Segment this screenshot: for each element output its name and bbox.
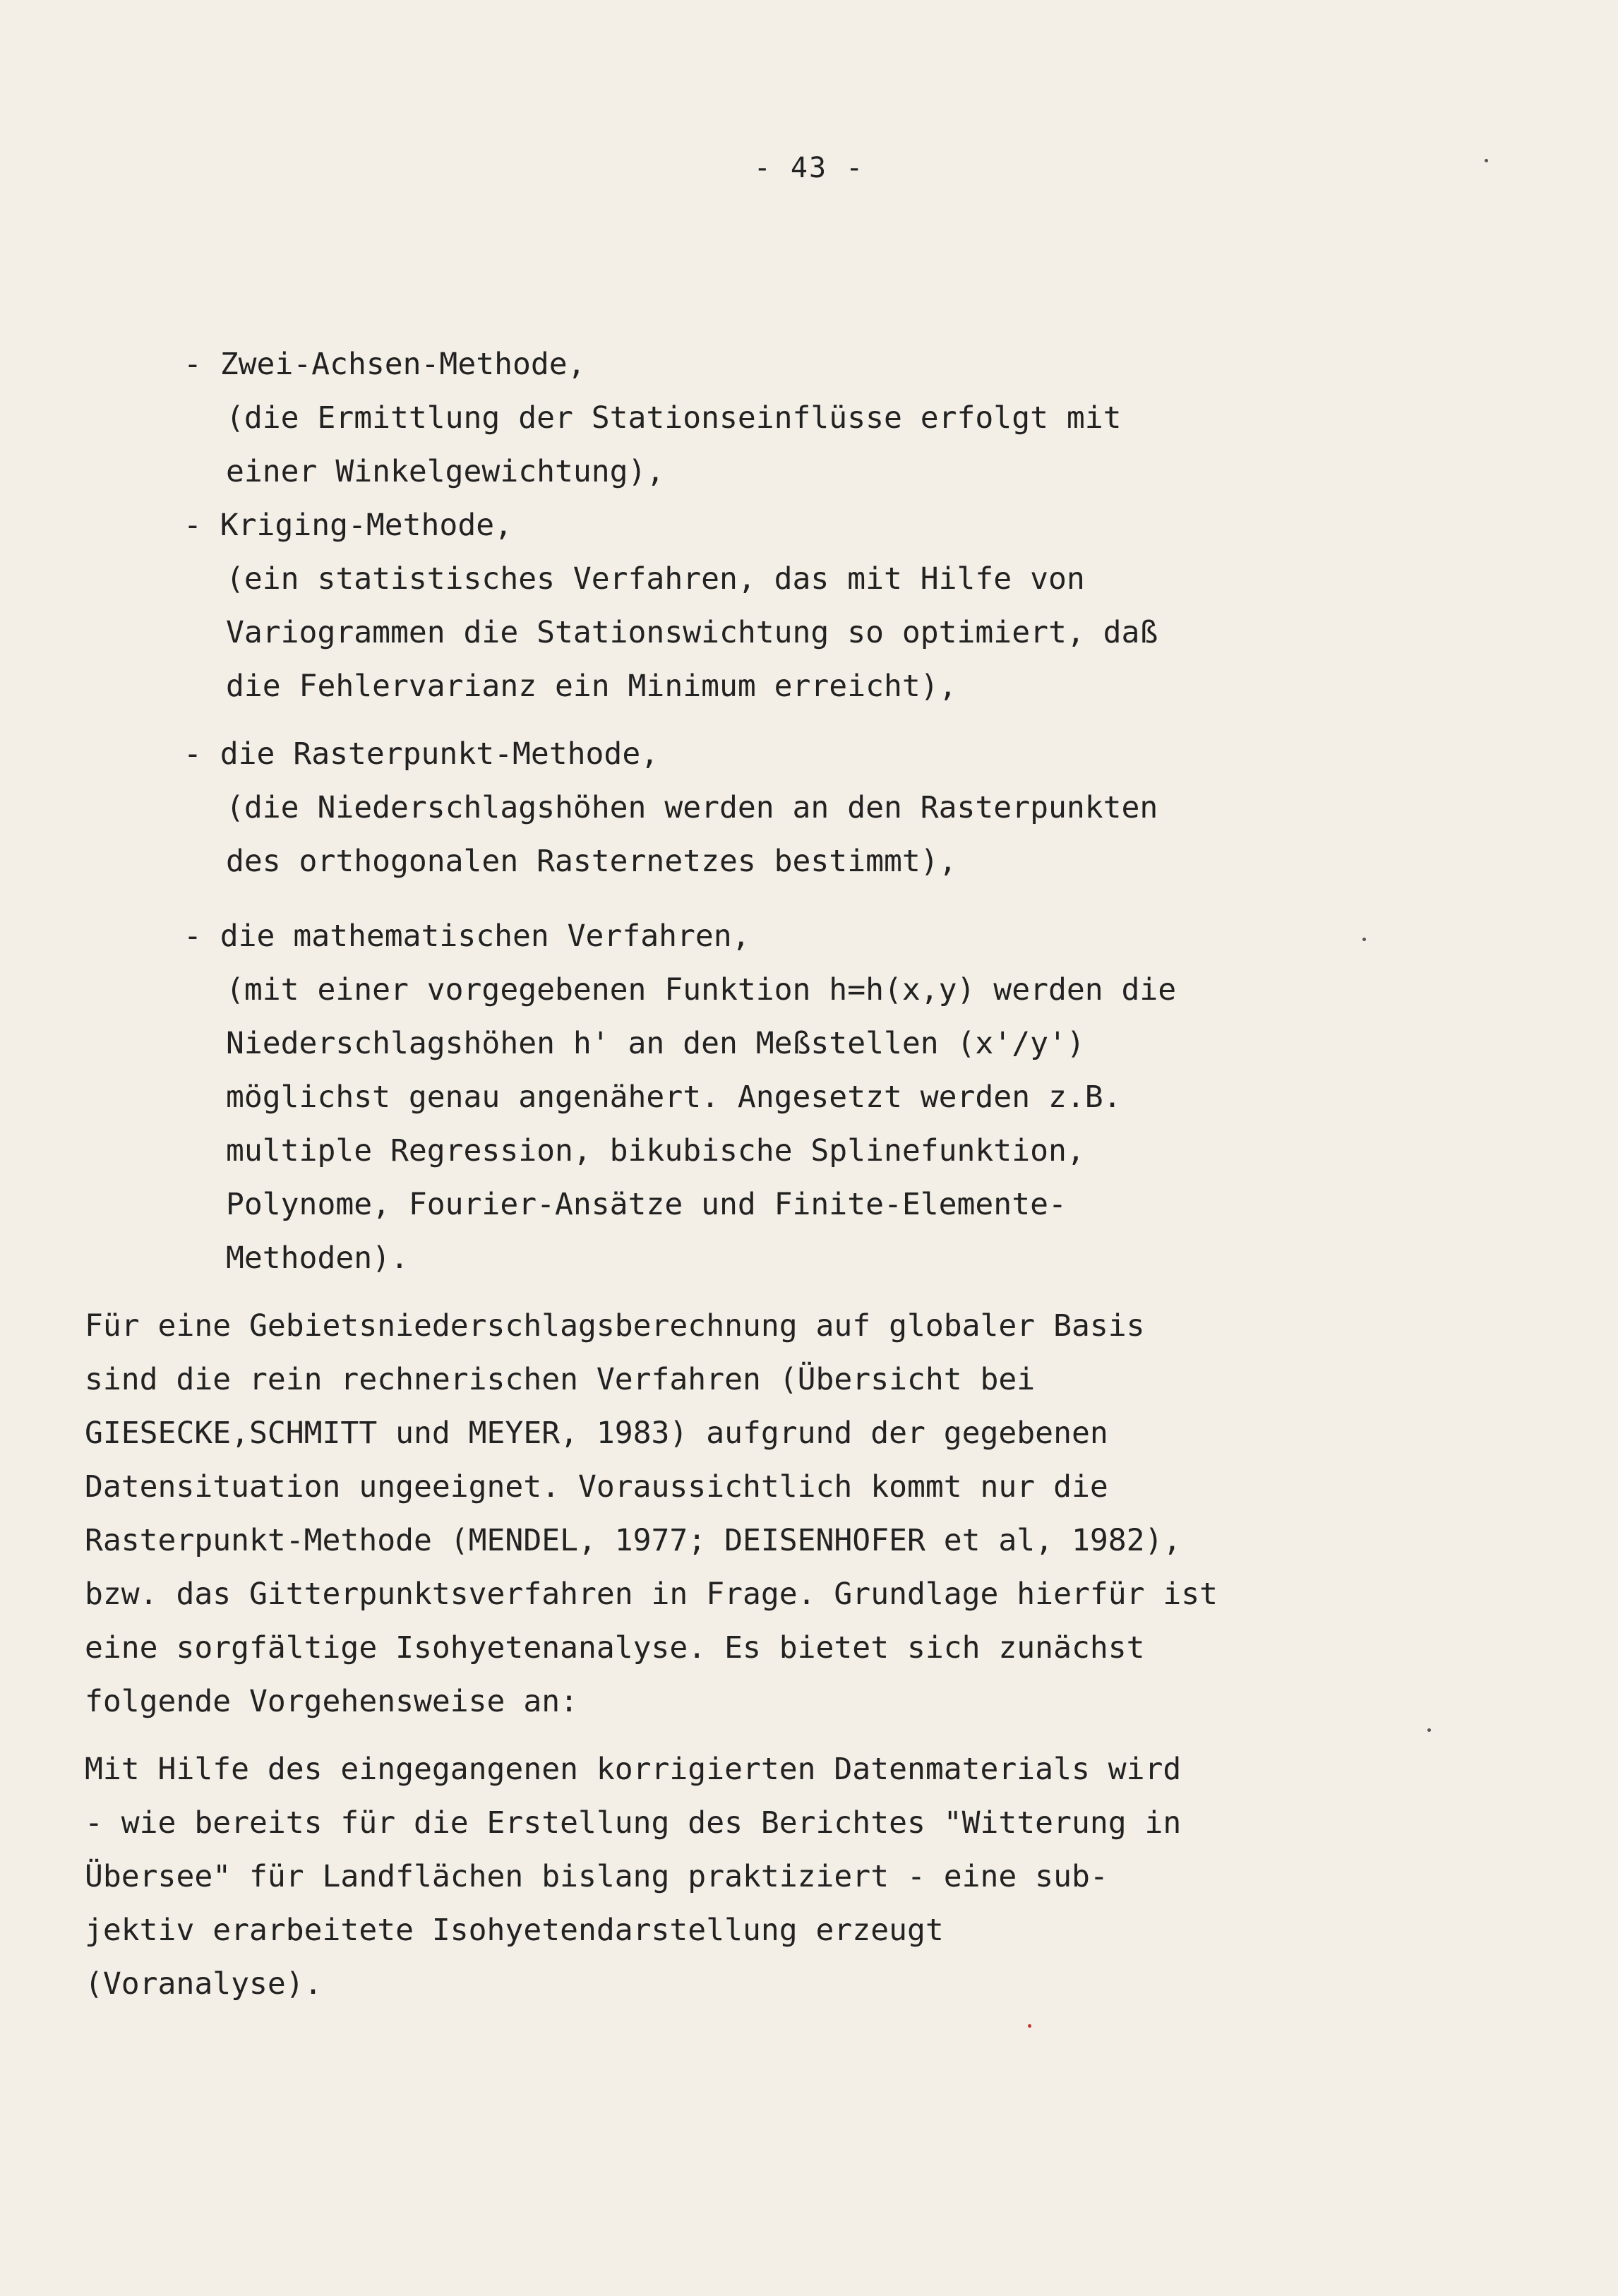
scan-speck bbox=[1427, 1728, 1431, 1732]
paragraph-line: (Voranalyse). bbox=[85, 1966, 323, 2002]
list-item-heading: - Kriging-Methode, bbox=[184, 508, 513, 543]
list-item-text: (mit einer vorgegebenen Funktion h=h(x,y) werden die bbox=[226, 972, 1177, 1008]
paragraph-line: Übersee" für Landflächen bislang praktiziert - eine sub- bbox=[85, 1859, 1108, 1894]
paragraph-line: eine sorgfältige Isohyetenanalyse. Es bietet sich zunächst bbox=[85, 1630, 1145, 1666]
list-item-text: Variogrammen die Stationswichtung so optimiert, daß bbox=[226, 615, 1158, 650]
list-item-text: Methoden). bbox=[226, 1240, 409, 1276]
list-item bbox=[85, 727, 1539, 888]
list-item-text: multiple Regression, bikubische Splinefunktion, bbox=[226, 1133, 1085, 1168]
page-number: - 43 - bbox=[753, 152, 865, 184]
paragraph-line: GIESECKE,SCHMITT und MEYER, 1983) aufgrund der gegebenen bbox=[85, 1416, 1108, 1451]
list-item-text: möglichst genau angenähert. Angesetzt werden z.B. bbox=[226, 1080, 1122, 1115]
scan-speck bbox=[1485, 159, 1488, 162]
list-item-text: des orthogonalen Rasternetzes bestimmt), bbox=[226, 844, 957, 879]
body-paragraph bbox=[85, 1299, 1539, 1728]
list-item-text: (die Ermittlung der Stationseinflüsse erfolgt mit bbox=[226, 400, 1122, 436]
body-paragraph bbox=[85, 1742, 1539, 2011]
list-item-text: die Fehlervarianz ein Minimum erreicht), bbox=[226, 669, 957, 704]
list-item-text: einer Winkelgewichtung), bbox=[226, 454, 665, 489]
list-item-heading: - die Rasterpunkt-Methode, bbox=[184, 736, 659, 772]
paragraph-line: folgende Vorgehensweise an: bbox=[85, 1684, 578, 1719]
paragraph-line: Mit Hilfe des eingegangenen korrigierten Datenmaterials wird bbox=[85, 1752, 1182, 1787]
list-item bbox=[85, 498, 1539, 713]
list-item bbox=[85, 337, 1539, 498]
list-item bbox=[85, 909, 1539, 1285]
paragraph-line: Für eine Gebietsniederschlagsberechnung auf globaler Basis bbox=[85, 1308, 1145, 1344]
list-item-text: Niederschlagshöhen h' an den Meßstellen (x'/y') bbox=[226, 1026, 1085, 1061]
paragraph-line: bzw. das Gitterpunktsverfahren in Frage. Grundlage hierfür ist bbox=[85, 1577, 1218, 1612]
paragraph-line: - wie bereits für die Erstellung des Berichtes "Witterung in bbox=[85, 1805, 1182, 1841]
list-item-text: Polynome, Fourier-Ansätze und Finite-Elemente- bbox=[226, 1187, 1067, 1222]
scan-speck bbox=[1028, 2024, 1031, 2028]
list-item-heading: - die mathematischen Verfahren, bbox=[184, 919, 750, 954]
paragraph-line: Rasterpunkt-Methode (MENDEL, 1977; DEISENHOFER et al, 1982), bbox=[85, 1523, 1182, 1558]
paragraph-line: jektiv erarbeitete Isohyetendarstellung erzeugt bbox=[85, 1913, 944, 1948]
scan-speck bbox=[1362, 938, 1366, 941]
list-item-heading: - Zwei-Achsen-Methode, bbox=[184, 347, 586, 382]
list-item-text: (die Niederschlagshöhen werden an den Rasterpunkten bbox=[226, 790, 1158, 825]
page-content bbox=[85, 337, 1539, 2011]
paragraph-line: Datensituation ungeeignet. Voraussichtlich kommt nur die bbox=[85, 1469, 1108, 1505]
list-item-text: (ein statistisches Verfahren, das mit Hilfe von bbox=[226, 561, 1085, 597]
paragraph-line: sind die rein rechnerischen Verfahren (Übersicht bei bbox=[85, 1362, 1036, 1397]
